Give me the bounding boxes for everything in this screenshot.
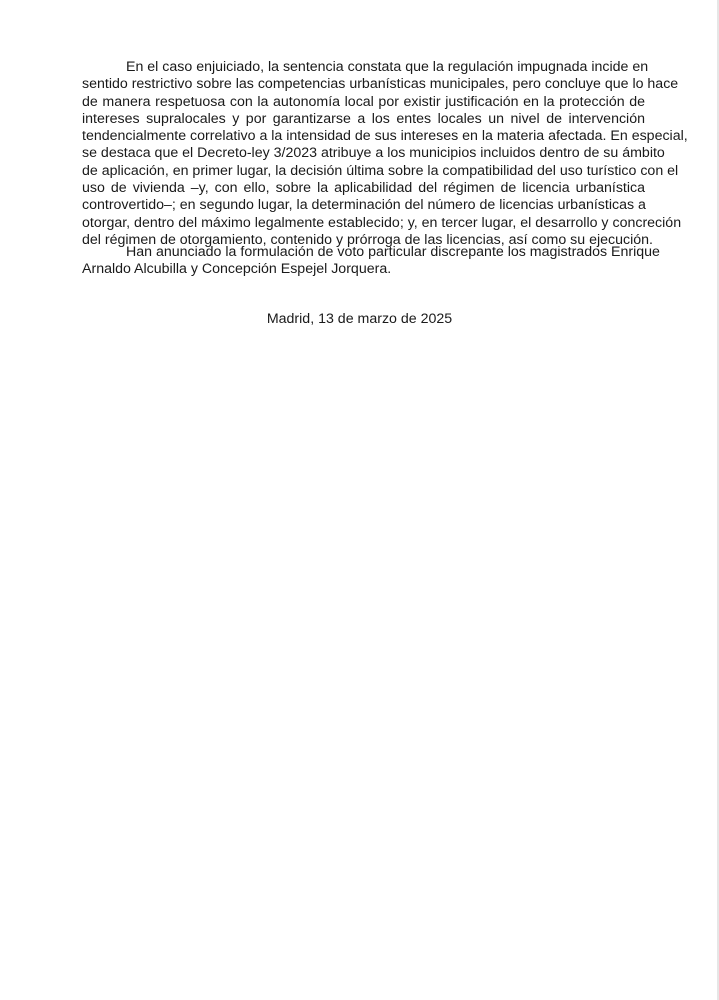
text-line: uso de vivienda –y, con ello, sobre la aplicabilidad del régimen de licencia urbanística xyxy=(82,180,645,197)
text-line: tendencialmente correlativo a la intensidad de sus intereses en la materia afectada. En especial, xyxy=(82,128,688,145)
text-line: controvertido–; en segundo lugar, la determinación del número de licencias urbanísticas a xyxy=(82,197,646,214)
text-line: otorgar, dentro del máximo legalmente establecido; y, en tercer lugar, el desarrollo y concreción xyxy=(82,214,682,231)
text-line: intereses supralocales y por garantizarse a los entes locales un nivel de intervención xyxy=(82,110,645,127)
text-line: de manera respetuosa con la autonomía local por existir justificación en la protección de xyxy=(82,93,645,110)
text-line: En el caso enjuiciado, la sentencia constata que la regulación impugnada incide en xyxy=(126,59,649,75)
text-line: Han anunciado la formulación de voto particular discrepante los magistrados Enrique xyxy=(126,244,660,260)
text-line: del régimen de otorgamiento, contenido y prórroga de las licencias, así como su ejecución. xyxy=(82,231,653,248)
paragraph-ruling-summary xyxy=(82,59,688,249)
date-line: Madrid, 13 de marzo de 2025 xyxy=(266,311,453,327)
text-line: de aplicación, en primer lugar, la decisión última sobre la compatibilidad del uso turístico con el xyxy=(82,162,679,179)
text-line: Arnaldo Alcubilla y Concepción Espejel Jorquera. xyxy=(82,261,392,278)
paragraph-dissenting-vote xyxy=(82,244,660,279)
text-line: se destaca que el Decreto-ley 3/2023 atribuye a los municipios incluidos dentro de su ámbito xyxy=(82,145,665,162)
text-line: sentido restrictivo sobre las competencias urbanísticas municipales, pero concluye que lo hace xyxy=(82,76,679,93)
